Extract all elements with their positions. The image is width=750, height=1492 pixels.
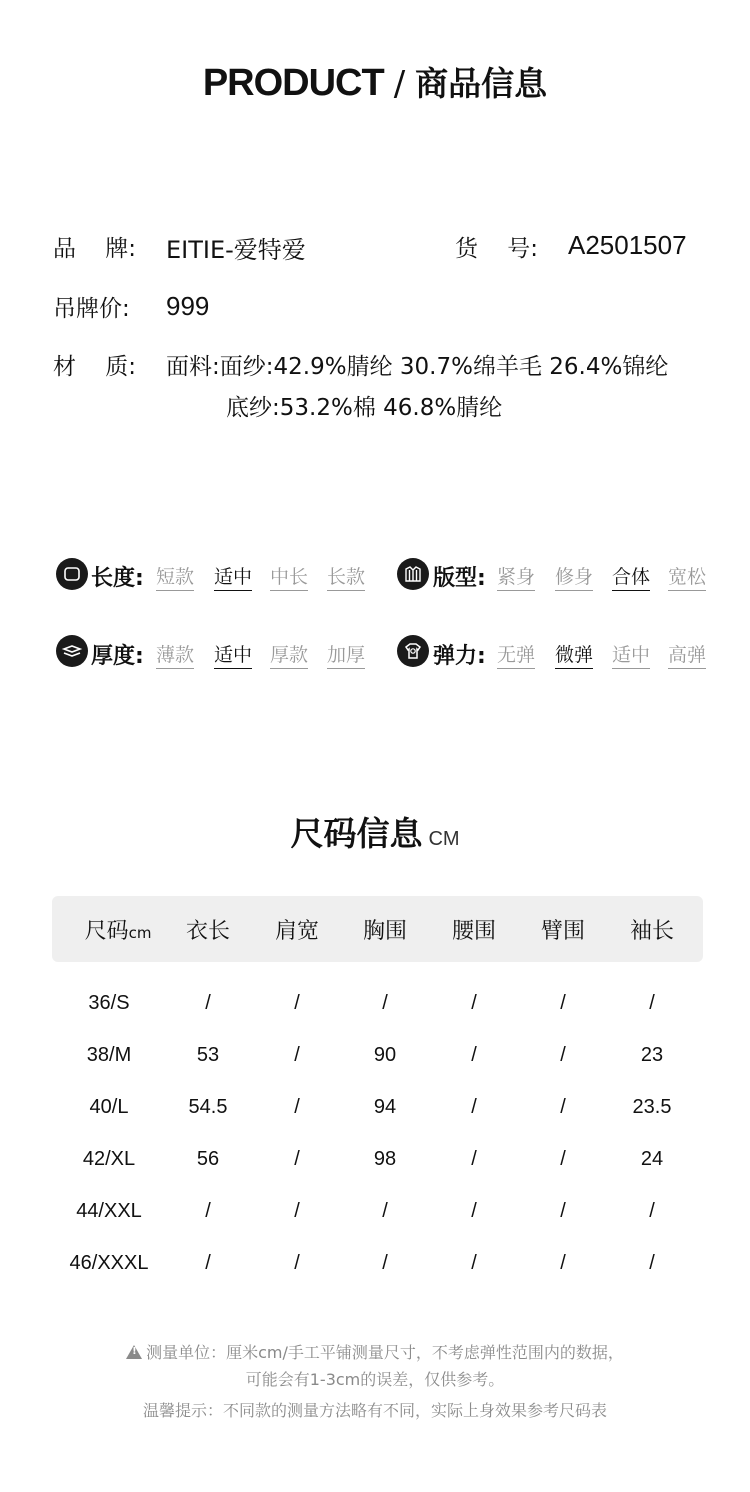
- fit-option-regular[interactable]: 合体: [612, 562, 650, 591]
- thickness-option-extra-thick[interactable]: 加厚: [327, 640, 365, 669]
- size-cell: 56: [196, 1148, 220, 1170]
- size-cell: /: [471, 1044, 477, 1066]
- size-cell: /: [649, 1200, 655, 1222]
- size-title-unit: CM: [428, 828, 460, 850]
- length-option-midlong[interactable]: 中长: [270, 562, 308, 591]
- header-title-cn: 商品信息: [415, 64, 548, 103]
- length-option-medium[interactable]: 适中: [214, 562, 252, 591]
- elasticity-option-high[interactable]: 高弹: [668, 640, 706, 669]
- size-cell: 24: [640, 1148, 664, 1170]
- size-cell: /: [471, 1200, 477, 1222]
- brand-label: 品 牌:: [53, 236, 136, 262]
- size-cell: /: [382, 1200, 388, 1222]
- size-cell: /: [382, 992, 388, 1014]
- size-header-size-unit: cm: [128, 924, 152, 942]
- size-cell: /: [649, 992, 655, 1014]
- size-cell: /: [560, 1044, 566, 1066]
- thickness-option-medium[interactable]: 适中: [214, 640, 252, 669]
- size-header-col: 袖长: [629, 919, 674, 944]
- size-cell: /: [471, 992, 477, 1014]
- size-row-label: 44/XXL: [76, 1200, 142, 1222]
- size-cell: /: [471, 1252, 477, 1274]
- price-label: 吊牌价:: [53, 296, 130, 322]
- size-cell: /: [294, 1252, 300, 1274]
- thickness-icon: [56, 635, 88, 667]
- size-cell: /: [471, 1148, 477, 1170]
- thickness-option-thick[interactable]: 厚款: [270, 640, 308, 669]
- size-title-text: 尺码信息: [290, 814, 423, 853]
- elasticity-option-medium[interactable]: 适中: [612, 640, 650, 669]
- fit-shape-icon: [397, 558, 429, 590]
- size-cell: /: [294, 1148, 300, 1170]
- size-cell: 23.5: [632, 1096, 672, 1118]
- size-row-label: 42/XL: [82, 1148, 136, 1170]
- note-line-2: 可能会有1-3cm的误差，仅供参考。: [245, 1370, 505, 1389]
- size-cell: 98: [373, 1148, 397, 1170]
- fit-option-loose[interactable]: 宽松: [668, 562, 706, 591]
- size-cell: /: [649, 1252, 655, 1274]
- size-header-col: 胸围: [362, 919, 407, 944]
- size-cell: /: [205, 1252, 211, 1274]
- attr-elasticity-title: 弹力:: [433, 644, 486, 669]
- sku-value: A2501507: [568, 230, 687, 260]
- size-row-label: 36/S: [88, 992, 130, 1014]
- note-line-1: [0, 1340, 750, 1363]
- size-cell: /: [382, 1252, 388, 1274]
- size-header-col: 衣长: [185, 919, 230, 944]
- header-title-en: PRODUCT: [202, 62, 384, 104]
- garment-length-icon: [56, 558, 88, 590]
- page-header: [0, 58, 750, 105]
- size-header-col: 臂围: [540, 919, 585, 944]
- fit-option-slim[interactable]: 修身: [555, 562, 593, 591]
- attr-length-title: 长度:: [91, 566, 144, 591]
- brand-value: EITIE-爱特爱: [166, 236, 306, 264]
- size-cell: /: [205, 992, 211, 1014]
- size-header-size-label: 尺码: [84, 919, 129, 944]
- material-label: 材 质:: [53, 354, 136, 380]
- size-cell: /: [294, 1200, 300, 1222]
- note-line-3: 温馨提示：不同款的测量方法略有不同，实际上身效果参考尺码表: [142, 1401, 607, 1420]
- size-cell: 94: [373, 1096, 397, 1118]
- size-cell: /: [294, 1044, 300, 1066]
- size-row-label: 46/XXXL: [69, 1252, 149, 1274]
- size-row-label: 38/M: [86, 1044, 132, 1066]
- size-cell: /: [294, 992, 300, 1014]
- attr-thickness-title: 厚度:: [91, 644, 144, 669]
- sku-label: 货 号:: [455, 236, 538, 262]
- attr-fit-title: 版型:: [433, 566, 486, 591]
- size-cell: /: [560, 992, 566, 1014]
- size-cell: 54.5: [188, 1096, 228, 1118]
- size-cell: /: [294, 1096, 300, 1118]
- material-line-1: 面料:面纱:42.9%腈纶 30.7%绵羊毛 26.4%锦纶: [166, 354, 669, 380]
- size-cell: 23: [640, 1044, 664, 1066]
- header-separator: /: [393, 64, 406, 104]
- size-header-col: 肩宽: [274, 919, 319, 944]
- fit-option-tight[interactable]: 紧身: [497, 562, 535, 591]
- price-value: 999: [166, 291, 210, 321]
- size-section-title: [0, 808, 750, 855]
- size-cell: /: [205, 1200, 211, 1222]
- size-cell: /: [560, 1148, 566, 1170]
- size-cell: 53: [196, 1044, 220, 1066]
- size-cell: /: [560, 1200, 566, 1222]
- length-option-long[interactable]: 长款: [327, 562, 365, 591]
- material-line-2: 底纱:53.2%棉 46.8%腈纶: [226, 395, 503, 421]
- size-cell: 90: [373, 1044, 397, 1066]
- size-cell: /: [560, 1096, 566, 1118]
- length-option-short[interactable]: 短款: [156, 562, 194, 591]
- size-header-col: 腰围: [451, 919, 496, 944]
- size-header-size: [73, 914, 163, 945]
- size-row-label: 40/L: [89, 1096, 129, 1118]
- elasticity-option-slight[interactable]: 微弹: [555, 640, 593, 669]
- size-cell: /: [560, 1252, 566, 1274]
- thickness-option-thin[interactable]: 薄款: [156, 640, 194, 669]
- elasticity-option-none[interactable]: 无弹: [497, 640, 535, 669]
- elasticity-tshirt-icon: [397, 635, 429, 667]
- size-cell: /: [471, 1096, 477, 1118]
- note-line-1-text: 测量单位：厘米cm/手工平铺测量尺寸，不考虑弹性范围内的数据，: [146, 1343, 624, 1362]
- warning-icon: [126, 1345, 142, 1359]
